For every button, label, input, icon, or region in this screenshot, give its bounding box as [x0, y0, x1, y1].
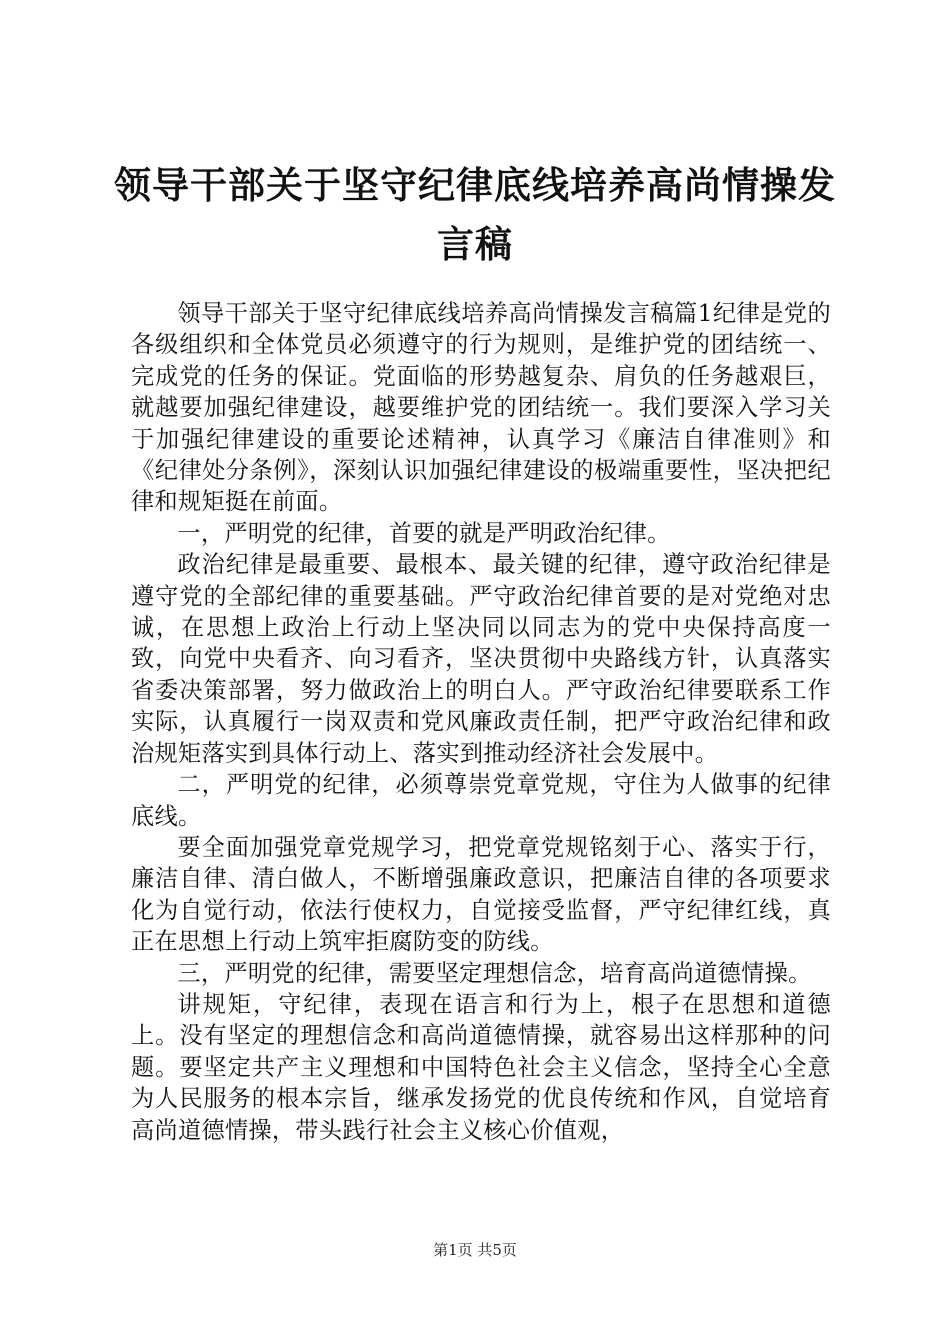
paragraph-ideals: 讲规矩，守纪律，表现在语言和行为上，根子在思想和道德上。没有坚定的理想信念和高尚道德情操，就容易出这样那种的问题。要坚定共产主义理想和中国特色社会主义信念，坚持全心全意为人民服务的根本宗旨，继承发扬党的优良传统和作风，自觉培育高尚道德情操，带头践行社会主义核心价值观， [131, 990, 831, 1144]
paragraph-heading-1: 一，严明党的纪律，首要的就是严明政治纪律。 [177, 519, 671, 547]
document-body [131, 298, 831, 1146]
document-title: 领导干部关于坚守纪律底线培养高尚情操发言稿 [114, 164, 836, 266]
page-number-footer: 第1页 共5页 [433, 1241, 517, 1259]
paragraph-heading-3: 三，严明党的纪律，需要坚定理想信念，培育高尚道德情操。 [177, 959, 812, 987]
paragraph-party-rules: 要全面加强党章党规学习，把党章党规铭刻于心、落实于行，廉洁自律、清白做人，不断增强廉政意识，把廉洁自律的各项要求化为自觉行动，依法行使权力，自觉接受监督，严守纪律红线，真正在思想上行动上筑牢拒腐防变的防线。 [131, 833, 831, 956]
paragraph-heading-2: 二，严明党的纪律，必须尊崇党章党规，守住为人做事的纪律底线。 [131, 771, 831, 830]
paragraph-political-discipline: 政治纪律是最重要、最根本、最关键的纪律，遵守政治纪律是遵守党的全部纪律的重要基础。严守政治纪律首要的是对党绝对忠诚，在思想上政治上行动上坚决同以同志为的党中央保持高度一致，向党中央看齐、向习看齐，坚决贯彻中央路线方针，认真落实省委决策部署，努力做政治上的明白人。严守政治纪律要联系工作实际，认真履行一岗双责和党风廉政责任制，把严守政治纪律和政治规矩落实到具体行动上、落实到推动经济社会发展中。 [131, 551, 831, 767]
paragraph-intro: 领导干部关于坚守纪律底线培养高尚情操发言稿篇1纪律是党的各级组织和全体党员必须遵守的行为规则，是维护党的团结统一、完成党的任务的保证。党面临的形势越复杂、肩负的任务越艰巨，就越要加强纪律建设，越要维护党的团结统一。我们要深入学习关于加强纪律建设的重要论述精神，认真学习《廉洁自律准则》和《纪律处分条例》，深刻认识加强纪律建设的极端重要性，坚决把纪律和规矩挺在前面。 [131, 300, 831, 516]
